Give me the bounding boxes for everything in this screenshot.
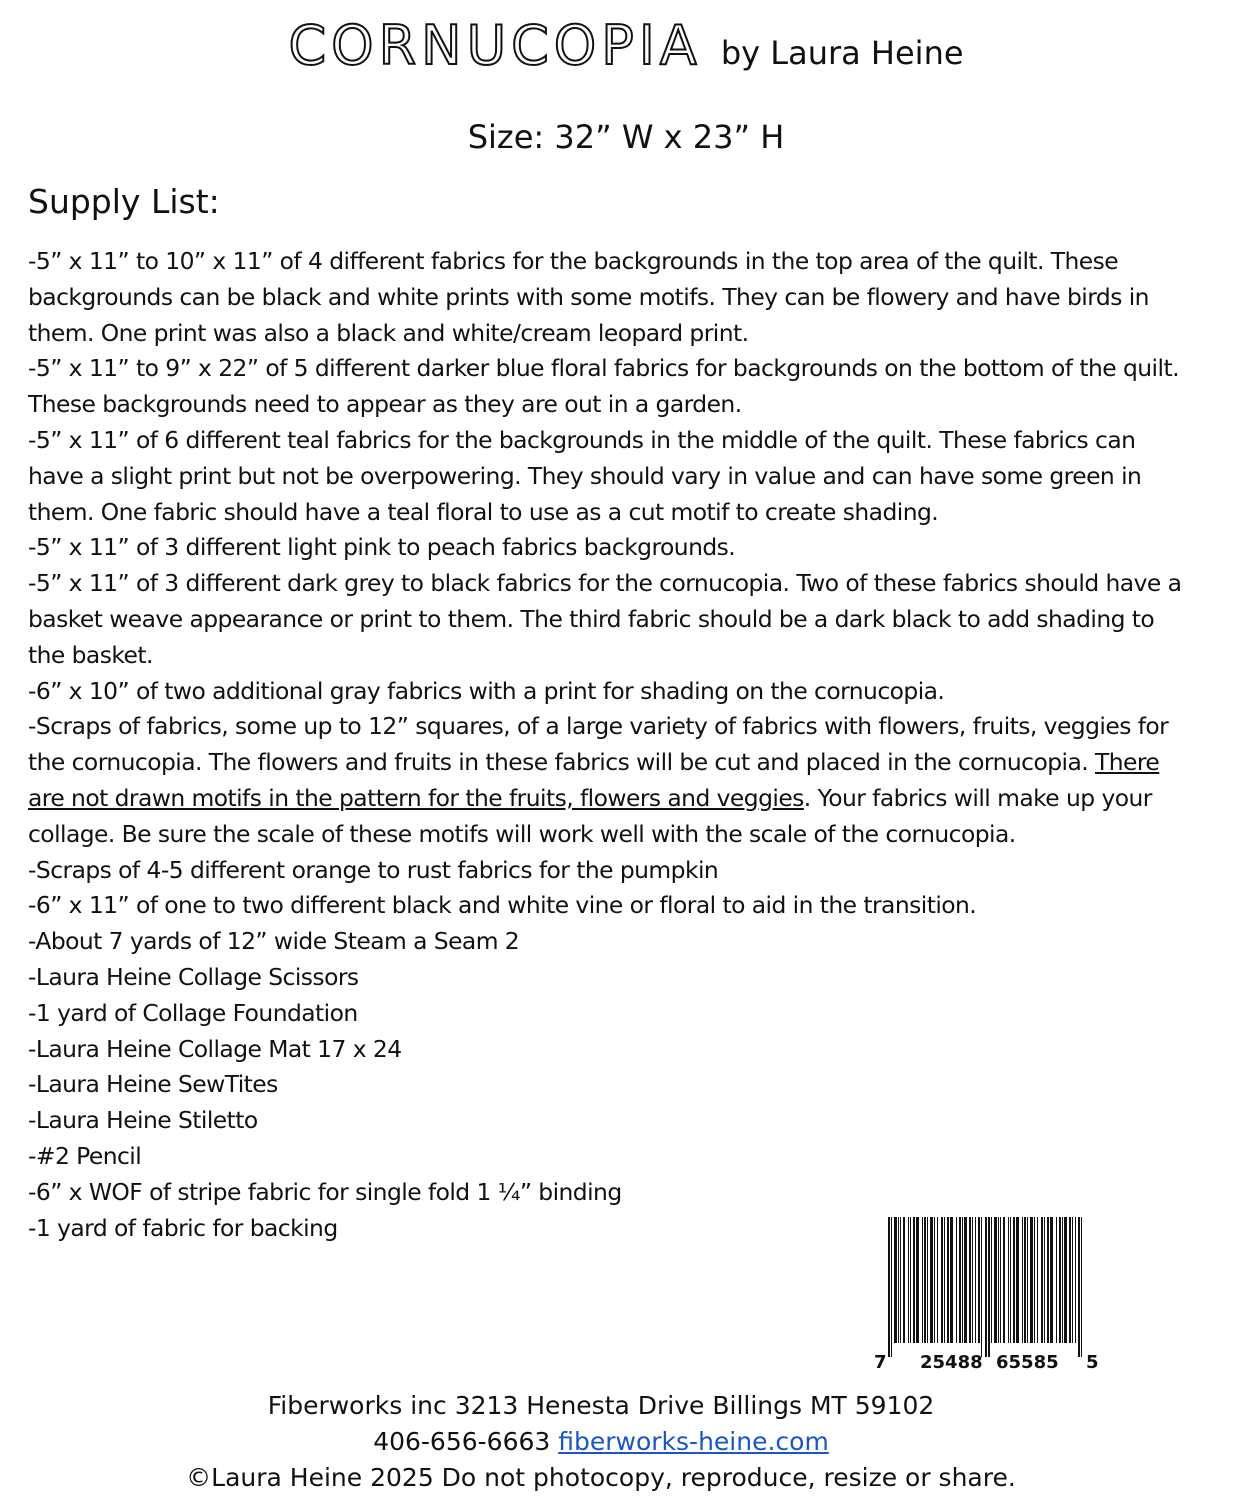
supply-item: -Scraps of 4-5 different orange to rust fabrics for the pumpkin — [28, 855, 719, 884]
barcode-bar — [985, 1217, 987, 1357]
barcode-bar — [910, 1217, 911, 1343]
barcode-bar — [969, 1217, 971, 1343]
website-link[interactable]: fiberworks-heine.com — [558, 1427, 829, 1456]
barcode-bar — [1072, 1217, 1073, 1343]
barcode-digits-group2: 65585 — [996, 1352, 1059, 1373]
barcode-bar — [913, 1217, 915, 1343]
barcode-bars — [888, 1217, 1082, 1357]
barcode-bar — [959, 1217, 961, 1343]
supply-item: -1 yard of Collage Foundation — [28, 998, 358, 1027]
pattern-title: CORNUCOPIA — [288, 14, 702, 77]
barcode-bar — [1003, 1217, 1005, 1343]
barcode-digits-group1: 25488 — [920, 1352, 983, 1373]
supply-item: -5” x 11” of 3 different dark grey to black fabrics for the cornucopia. Two of these fabrics should have a basket weave appearance or print to them. The third fabric should be a dark black to add shading to the basket. — [28, 569, 1182, 669]
barcode-bar — [1008, 1217, 1009, 1343]
barcode-bar — [1059, 1217, 1061, 1343]
supply-item — [28, 709, 1188, 852]
copyright-notice: ©Laura Heine 2025 Do not photocopy, reproduce, resize or share. — [186, 1463, 1016, 1492]
barcode-bar — [924, 1217, 926, 1343]
supply-item: -5” x 11” of 6 different teal fabrics for the backgrounds in the middle of the quilt. These fabrics can have a slight print but not be overpowering. They should vary in value and can have some green in them. One fabric should have a teal floral to use as a cut motif to create shading. — [28, 425, 1142, 526]
quilt-size: Size: 32” W x 23” H — [467, 118, 785, 156]
barcode-bar — [1069, 1217, 1071, 1343]
barcode-bar — [898, 1217, 899, 1343]
barcode-bar — [1050, 1217, 1053, 1343]
designer-byline: by Laura Heine — [720, 34, 964, 72]
barcode-digit-right: 5 — [1086, 1352, 1099, 1373]
barcode-bar — [1081, 1217, 1082, 1357]
barcode-graphic — [872, 1215, 1102, 1375]
barcode-bar — [1037, 1217, 1038, 1343]
contact-line — [0, 1424, 1202, 1460]
upc-barcode — [872, 1215, 1102, 1375]
supply-item: -#2 Pencil — [28, 1141, 142, 1170]
barcode-bar — [1010, 1217, 1011, 1343]
supply-list-heading: Supply List: — [28, 182, 220, 221]
barcode-bar — [1044, 1217, 1045, 1343]
supply-item: -About 7 yards of 12” wide Steam a Seam 2 — [28, 927, 520, 956]
barcode-bar — [900, 1217, 901, 1343]
barcode-bar — [1041, 1217, 1043, 1343]
supply-list — [28, 244, 1188, 1246]
supply-item: -6” x 11” of one to two different black and white vine or floral to aid in the transition. — [28, 891, 977, 920]
barcode-bar — [1022, 1217, 1023, 1343]
barcode-bar — [1013, 1217, 1015, 1343]
supply-item: -Laura Heine Collage Scissors — [28, 962, 359, 991]
underlined-note: There are not drawn motifs in the pattern for the fruits, flowers and veggies — [28, 748, 1160, 812]
barcode-bar — [1047, 1217, 1049, 1343]
barcode-bar — [964, 1217, 967, 1343]
publisher-address: Fiberworks inc 3213 Henesta Drive Billings MT 59102 — [267, 1391, 935, 1420]
barcode-bar — [1062, 1217, 1063, 1343]
barcode-bar — [950, 1217, 953, 1343]
barcode-bar — [894, 1217, 897, 1343]
barcode-bar — [1078, 1217, 1080, 1357]
supply-item: -1 yard of fabric for backing — [28, 1213, 338, 1242]
barcode-bar — [944, 1217, 945, 1343]
barcode-bar — [891, 1217, 892, 1357]
barcode-bar — [927, 1217, 928, 1343]
barcode-bar — [934, 1217, 935, 1343]
supply-item: -6” x WOF of stripe fabric for single fold 1 ¼” binding — [28, 1177, 622, 1206]
barcode-bar — [994, 1217, 997, 1343]
barcode-bar — [978, 1217, 980, 1343]
barcode-bar — [937, 1217, 938, 1343]
barcode-bar — [1034, 1217, 1035, 1343]
barcode-bar — [947, 1217, 949, 1343]
publisher-footer — [0, 1388, 1202, 1496]
phone-number: 406-656-6663 — [373, 1427, 551, 1456]
barcode-bar — [941, 1217, 943, 1343]
barcode-bar — [988, 1217, 990, 1357]
supply-item: -5” x 11” of 3 different light pink to peach fabrics backgrounds. — [28, 533, 736, 562]
supply-item: -Laura Heine Stiletto — [28, 1106, 258, 1135]
supply-item-text: -Scraps of fabrics, some up to 12” squares, of a large variety of fabrics with flowers, fruits, veggies for the cornucopia. The flowers and fruits in these fabrics will be cut and placed in the cornucopia. — [28, 712, 1169, 777]
barcode-bar — [1027, 1217, 1028, 1343]
barcode-bar — [981, 1217, 982, 1357]
barcode-bar — [1056, 1217, 1057, 1343]
barcode-bar — [1000, 1217, 1001, 1343]
barcode-bar — [903, 1217, 905, 1343]
supply-item: -6” x 10” of two additional gray fabrics with a print for shading on the cornucopia. — [28, 676, 945, 705]
barcode-bar — [956, 1217, 957, 1343]
supply-item: -Laura Heine SewTites — [28, 1070, 278, 1099]
barcode-bar — [922, 1217, 923, 1343]
barcode-bar — [991, 1217, 992, 1343]
supply-item: -Laura Heine Collage Mat 17 x 24 — [28, 1034, 402, 1063]
barcode-bar — [1064, 1217, 1067, 1343]
supply-item-text: . Your fabrics will make up your collage. Be sure the scale of these motifs will work well with the scale of the cornucopia. — [28, 783, 1152, 848]
barcode-bar — [888, 1217, 890, 1357]
barcode-bar — [1016, 1217, 1019, 1343]
barcode-bar — [1075, 1217, 1076, 1343]
barcode-bar — [972, 1217, 973, 1343]
barcode-bar — [1030, 1217, 1033, 1343]
barcode-bar — [975, 1217, 976, 1343]
barcode-bar — [908, 1217, 909, 1343]
page-header — [0, 14, 1252, 77]
supply-item: -5” x 11” to 10” x 11” of 4 different fabrics for the backgrounds in the top area of the quilt. These backgrounds can be black and white prints with some motifs. They can be flowery and have birds in them. One print was also a black and white/cream leopard print. — [28, 247, 1149, 347]
barcode-bar — [962, 1217, 963, 1343]
barcode-bar — [916, 1217, 919, 1343]
barcode-bar — [930, 1217, 933, 1343]
barcode-bar — [1024, 1217, 1026, 1343]
barcode-digit-left: 7 — [874, 1352, 887, 1373]
barcode-bar — [998, 1217, 999, 1343]
supply-item: -5” x 11” to 9” x 22” of 5 different darker blue floral fabrics for backgrounds on the bottom of the quilt. These backgrounds need to appear as they are out in a garden. — [28, 354, 1179, 419]
